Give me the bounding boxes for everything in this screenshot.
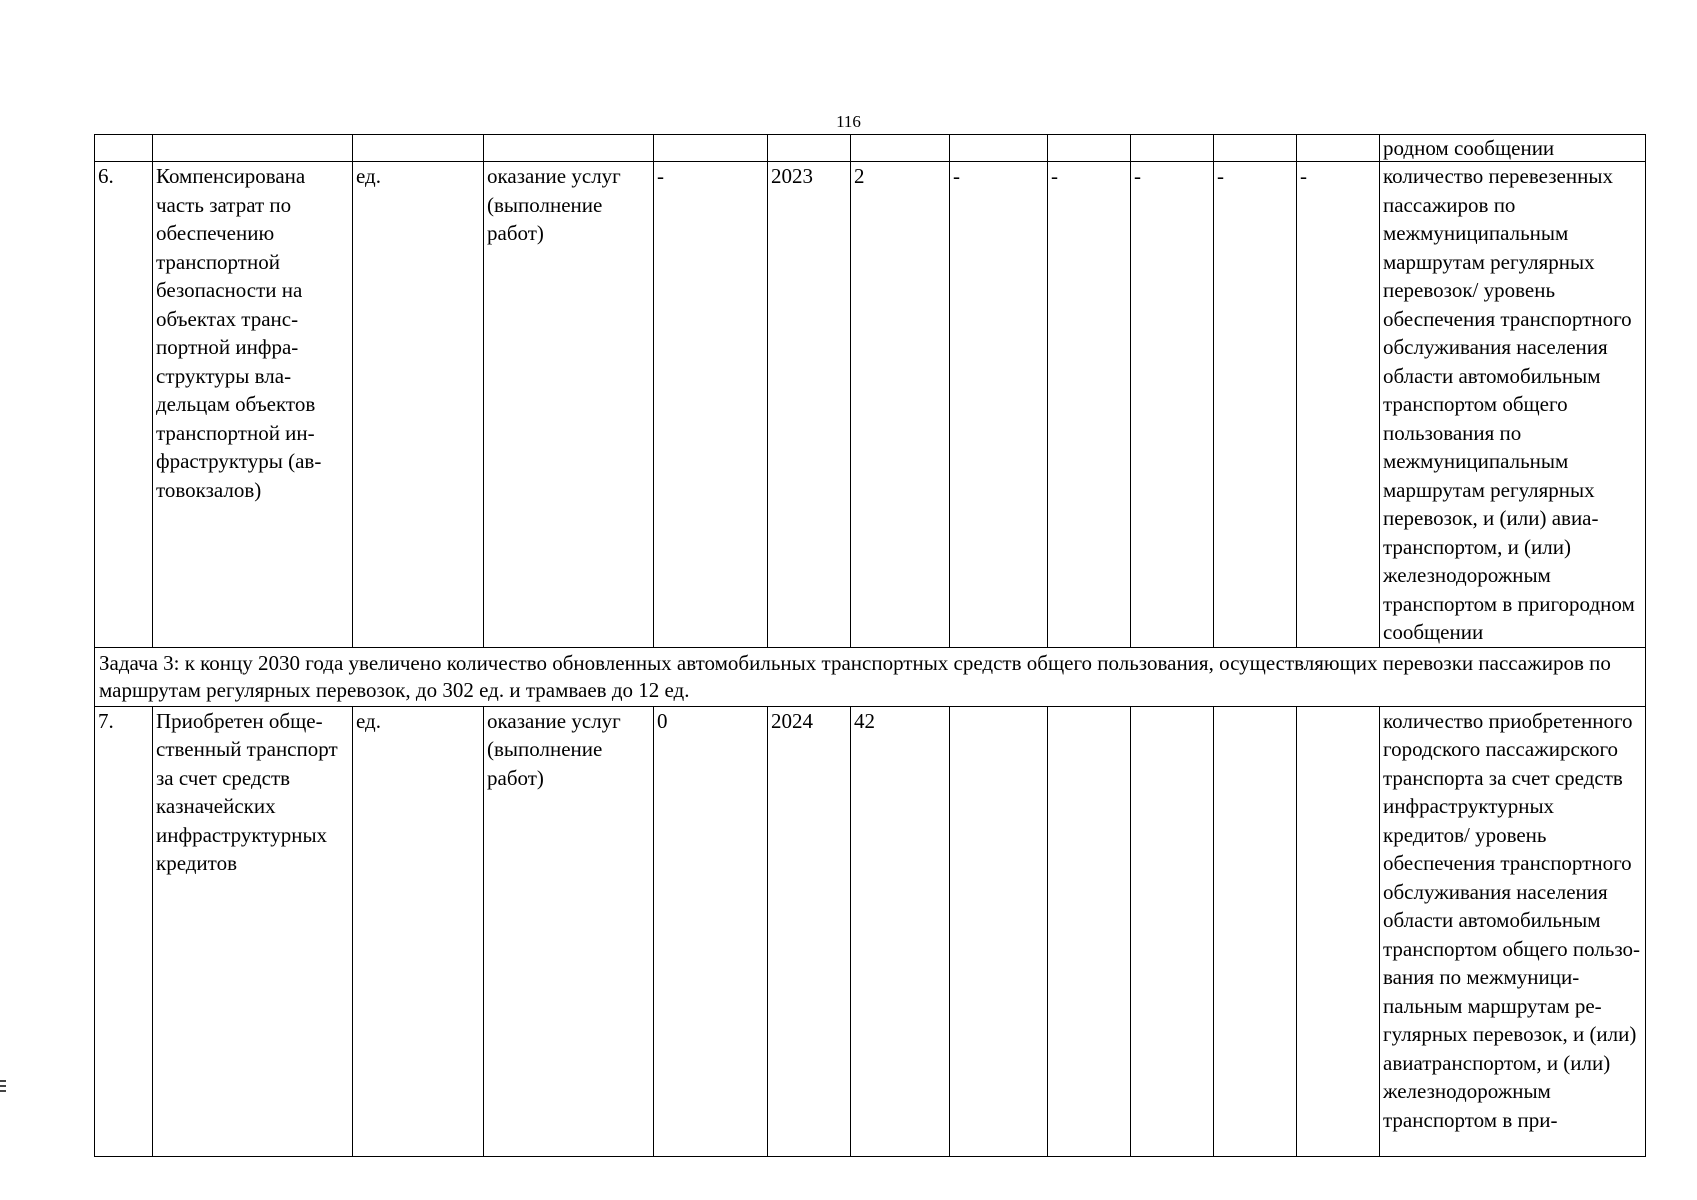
cell-y3: -: [1131, 162, 1214, 648]
cell-indicator: количество приобретенного городского пассажирского транспорта за счет средств инфраструктурных кредитов/ уровень обеспечения транспортного обслуживания населения области автомобильным транспортом общего пользования по межмуниципальным маршрутам регулярных перевозок, и (или) авиатранспортом, и (или) железнодорожным транспортом в при-: [1380, 706, 1646, 1156]
table-row-6: [95, 162, 1646, 648]
page-number: 116: [836, 112, 861, 131]
cell-type: оказание услуг (выполнение работ): [484, 706, 654, 1156]
cell-value: 42: [851, 706, 950, 1156]
cell-unit: [353, 135, 484, 162]
program-results-table: [94, 134, 1646, 1157]
cell-base: [654, 135, 768, 162]
cell-y5: [1297, 706, 1380, 1156]
cell-y1: [950, 706, 1048, 1156]
cell-y4: [1214, 706, 1297, 1156]
cell-base: 0: [654, 706, 768, 1156]
cell-unit: ед.: [353, 162, 484, 648]
cell-y1: -: [950, 162, 1048, 648]
cell-indicator: родном сообщении: [1380, 135, 1646, 162]
cell-y4: [1214, 135, 1297, 162]
task-3-text: Задача 3: к концу 2030 года увеличено количество обновленных автомобильных транспортных средств общего пользования, осуществляющих перевозки пассажиров по маршрутам регулярных перевозок, до 302 ед. и трамваев до 12 ед.: [95, 647, 1646, 706]
cell-base: -: [654, 162, 768, 648]
cell-name: [153, 135, 353, 162]
cell-unit: ед.: [353, 706, 484, 1156]
cell-y4: -: [1214, 162, 1297, 648]
cell-num: 6.: [95, 162, 153, 648]
cell-year: 2023: [768, 162, 851, 648]
cell-y2: -: [1048, 162, 1131, 648]
scan-edge-mark: [0, 1080, 6, 1098]
table-row-continuation: [95, 135, 1646, 162]
cell-y2: [1048, 135, 1131, 162]
cell-year: 2024: [768, 706, 851, 1156]
cell-y3: [1131, 135, 1214, 162]
cell-y5: -: [1297, 162, 1380, 648]
cell-value: 2: [851, 162, 950, 648]
cell-y1: [950, 135, 1048, 162]
task-header-row: [95, 647, 1646, 706]
cell-type: оказание услуг (выполнение работ): [484, 162, 654, 648]
cell-value: [851, 135, 950, 162]
table-row-7: [95, 706, 1646, 1156]
cell-name: Компенсирована часть затрат по обеспечению транспортной безопасности на объектах транспортной инфраструктуры владельцам объектов транспортной инфраструктуры (автовокзалов): [153, 162, 353, 648]
cell-type: [484, 135, 654, 162]
cell-num: [95, 135, 153, 162]
cell-y3: [1131, 706, 1214, 1156]
cell-indicator: количество перевезенных пассажиров по межмуниципальным маршрутам регулярных перевозок/ уровень обеспечения транспортного обслуживания населения области автомобильным транспортом общего пользования по межмуниципальным маршрутам регулярных перевозок, и (или) авиатранспортом, и (или) железнодорожным транспортом в пригородном сообщении: [1380, 162, 1646, 648]
cell-y2: [1048, 706, 1131, 1156]
cell-y5: [1297, 135, 1380, 162]
cell-year: [768, 135, 851, 162]
cell-num: 7.: [95, 706, 153, 1156]
cell-name: Приобретен общественный транспорт за счет средств казначейских инфраструктурных кредитов: [153, 706, 353, 1156]
